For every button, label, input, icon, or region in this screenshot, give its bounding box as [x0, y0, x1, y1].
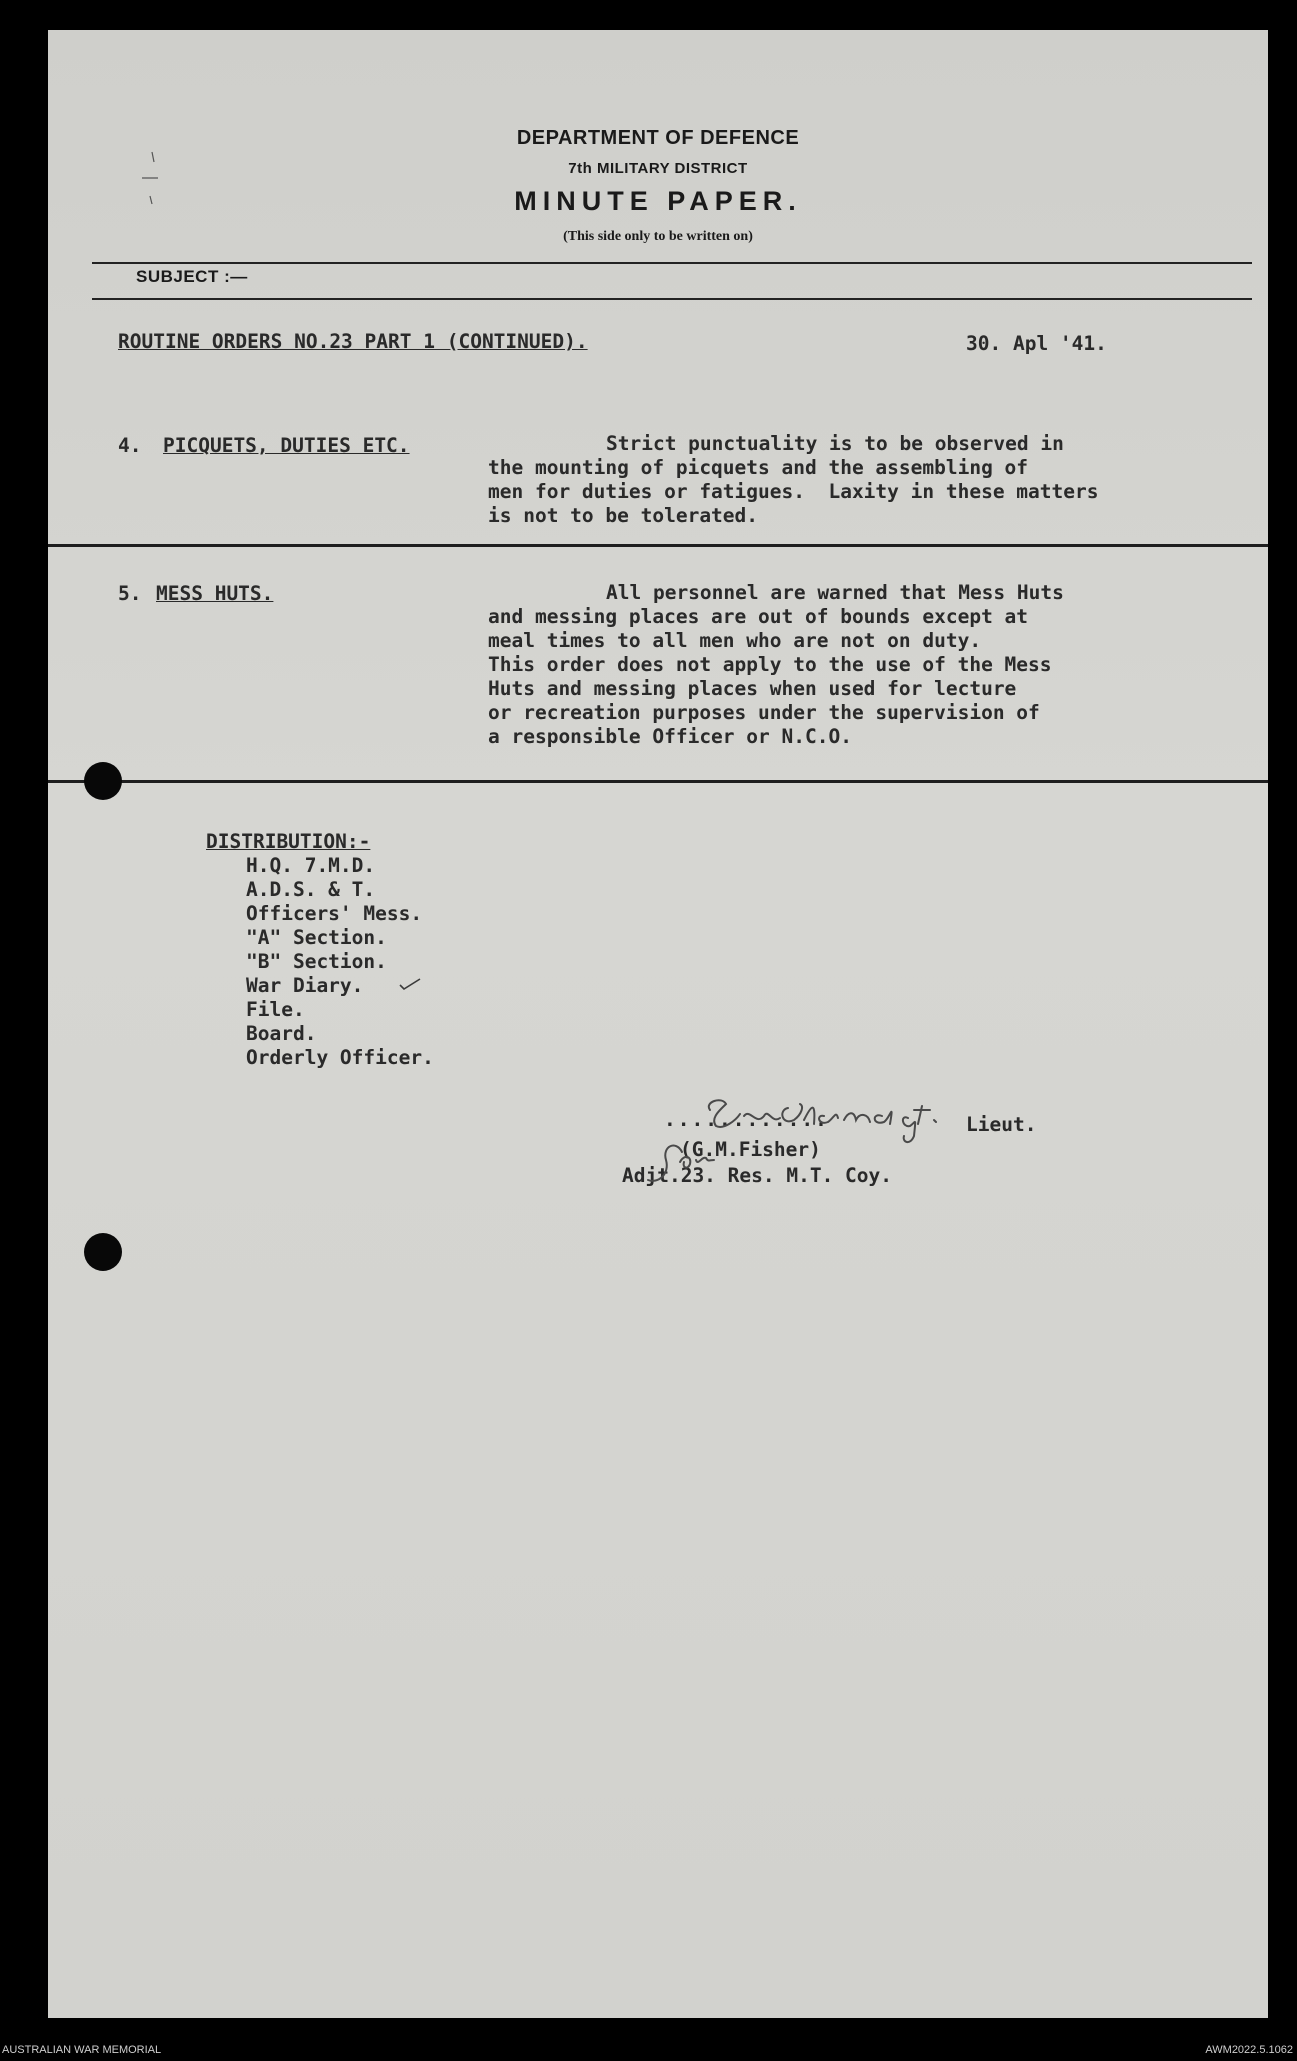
item-4-line-1: Strict punctuality is to be observed in — [606, 432, 1064, 455]
signature-rank: Lieut. — [966, 1113, 1037, 1136]
item-4-line-3: men for duties or fatigues. Laxity in these matters — [488, 480, 1099, 503]
distribution-recipient: File. — [246, 998, 305, 1021]
item-5-line-4: This order does not apply to the use of the Mess — [488, 653, 1052, 676]
form-instruction: (This side only to be written on) — [563, 229, 753, 244]
signature-name: (G.M.Fisher) — [680, 1138, 821, 1161]
item-5-line-5: Huts and messing places when used for lecture — [488, 677, 1017, 700]
item-4-heading: PICQUETS, DUTIES ETC. — [163, 434, 410, 457]
item-4-line-4: is not to be tolerated. — [488, 504, 759, 527]
distribution-recipient: Board. — [246, 1022, 317, 1045]
item-5-number: 5. — [118, 582, 142, 605]
section-rule-1 — [48, 544, 1268, 547]
check-mark-icon — [398, 977, 422, 991]
distribution-recipient: "B" Section. — [246, 950, 387, 973]
distribution-recipient: "A" Section. — [246, 926, 387, 949]
distribution-recipient: War Diary. — [246, 974, 364, 997]
header-rule-top — [92, 262, 1252, 264]
section-rule-2 — [48, 780, 1268, 783]
punch-hole-top — [84, 762, 122, 800]
distribution-label: DISTRIBUTION:- — [206, 830, 371, 853]
orders-title: ROUTINE ORDERS NO.23 PART 1 (CONTINUED). — [118, 330, 588, 353]
item-5-line-2: and messing places are out of bounds except at — [488, 605, 1029, 628]
item-4-number: 4. — [118, 434, 142, 457]
form-title: MINUTE PAPER. — [514, 186, 802, 216]
paper-surface — [48, 30, 1268, 2018]
distribution-recipient: H.Q. 7.M.D. — [246, 854, 376, 877]
item-5-heading: MESS HUTS. — [156, 582, 274, 605]
footer-accession: AWM2022.5.1062 — [1205, 2044, 1293, 2056]
signature-position: Adjt.23. Res. M.T. Coy. — [622, 1164, 893, 1187]
header-rule-bottom — [92, 298, 1252, 300]
distribution-recipient: A.D.S. & T. — [246, 878, 376, 901]
district-heading: 7th MILITARY DISTRICT — [568, 160, 748, 177]
department-heading: DEPARTMENT OF DEFENCE — [516, 127, 800, 149]
item-4-line-2: the mounting of picquets and the assembling of — [488, 456, 1029, 479]
ink-smudge — [132, 148, 172, 208]
subject-label: SUBJECT :— — [136, 267, 248, 286]
signature-dots: ............ — [664, 1108, 829, 1131]
item-5-line-7: a responsible Officer or N.C.O. — [488, 725, 852, 748]
orders-date: 30. Apl '41. — [966, 332, 1107, 355]
distribution-recipient: Officers' Mess. — [246, 902, 423, 925]
item-5-line-1: All personnel are warned that Mess Huts — [606, 581, 1064, 604]
handwritten-signature — [618, 1080, 1018, 1190]
item-5-line-3: meal times to all men who are not on duty. — [488, 629, 982, 652]
item-5-line-6: or recreation purposes under the supervision of — [488, 701, 1040, 724]
punch-hole-bottom — [84, 1233, 122, 1271]
minute-paper — [48, 30, 1268, 2018]
footer-institution: AUSTRALIAN WAR MEMORIAL — [2, 2044, 162, 2056]
distribution-recipient: Orderly Officer. — [246, 1046, 434, 1069]
